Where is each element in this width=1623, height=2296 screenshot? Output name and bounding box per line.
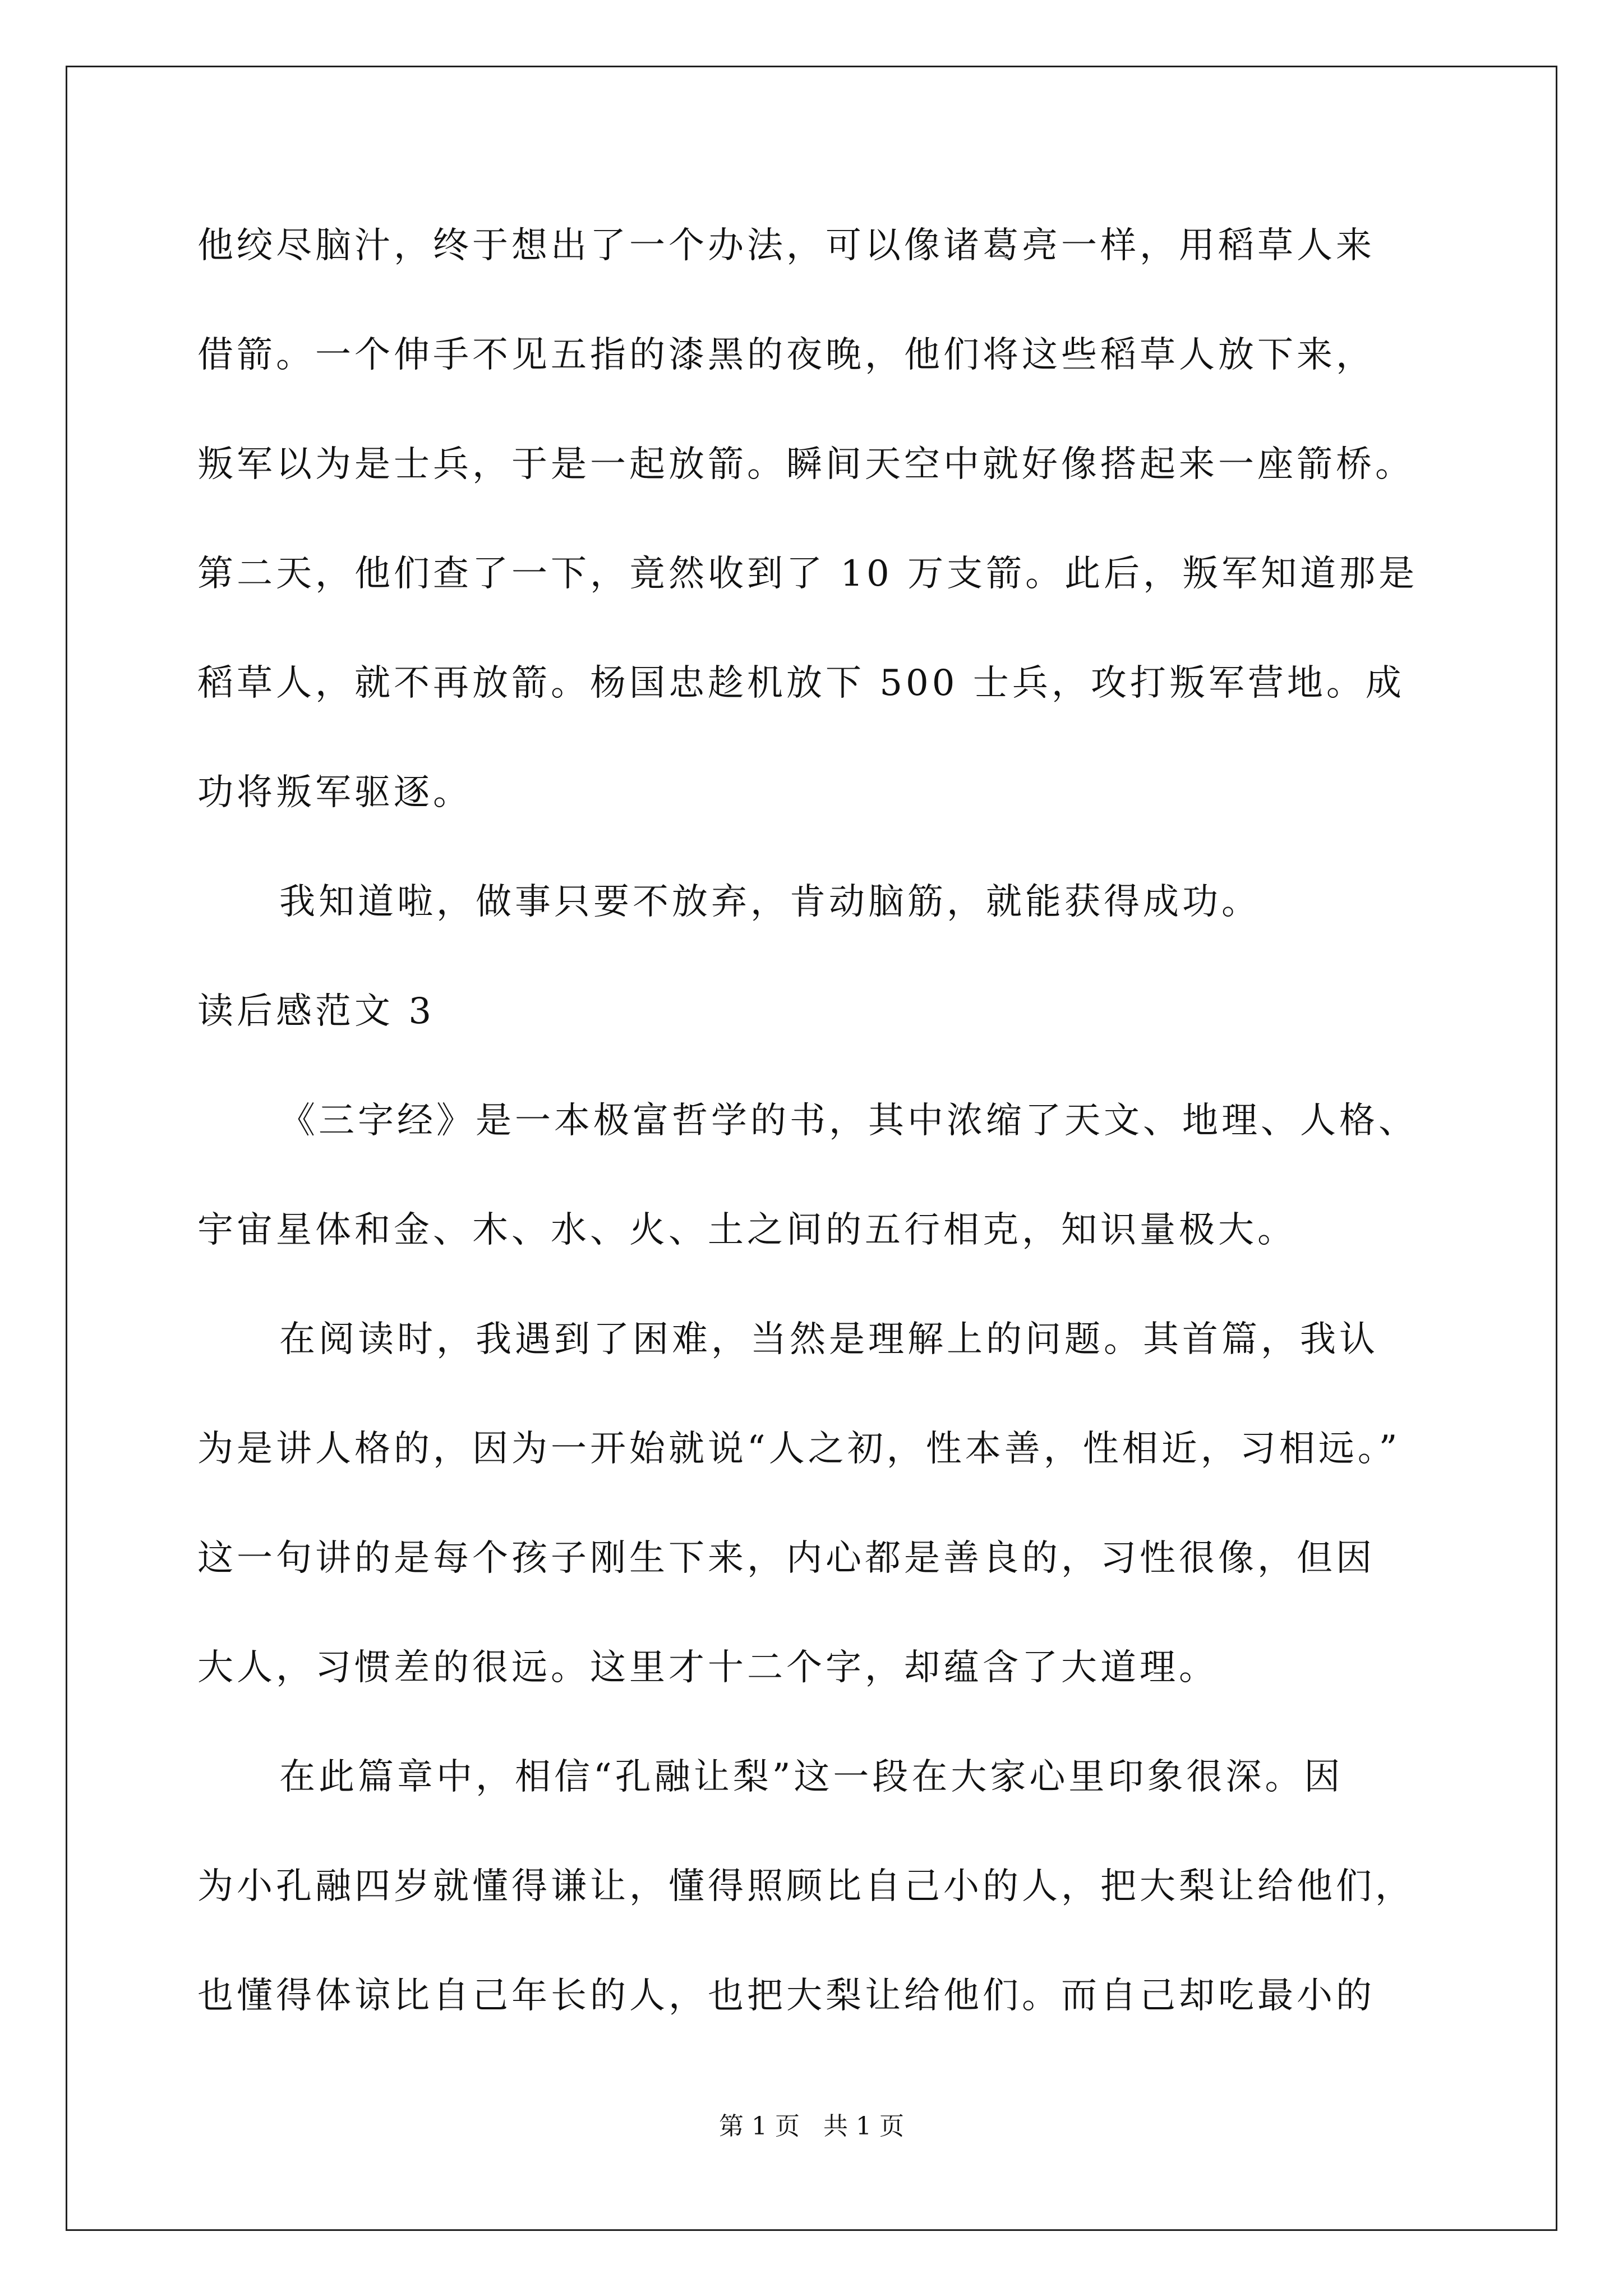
text-line: 也懂得体谅比自己年长的人，也把大梨让给他们。而自己却吃最小的 [197,1975,1375,2017]
text-line: 大人，习惯差的很远。这里才十二个字，却蕴含了大道理。 [197,1647,1218,1688]
paragraph-first-line: 我知道啦，做事只要不放弃，肯动脑筋，就能获得成功。 [279,881,1261,923]
document-body [197,218,1454,2077]
text-line: 这一句讲的是每个孩子刚生下来，内心都是善良的，习性很像，但因 [197,1538,1375,1579]
text-line: 叛军以为是士兵，于是一起放箭。瞬间天空中就好像搭起来一座箭桥。 [197,444,1414,485]
paragraph-first-line: 《三字经》是一本极富哲学的书，其中浓缩了天文、地理、人格、 [279,1100,1418,1142]
paragraph-first-line: 在此篇章中，相信“孔融让梨”这一段在大家心里印象很深。因 [279,1756,1344,1798]
text-line: 借箭。一个伸手不见五指的漆黑的夜晚，他们将这些稻草人放下来， [197,334,1375,376]
paragraph-first-line: 在阅读时，我遇到了困难，当然是理解上的问题。其首篇，我认 [279,1319,1378,1360]
text-line: 他绞尽脑汁，终于想出了一个办法，可以像诸葛亮一样，用稻草人来 [197,225,1375,266]
text-line: 功将叛军驱逐。 [197,772,472,813]
page-footer: 第 1 页 共 1 页 [719,2112,904,2141]
text-line: 稻草人，就不再放箭。杨国忠趁机放下 500 士兵，攻打叛军营地。成 [197,662,1405,704]
text-line: 第二天，他们查了一下，竟然收到了 10 万支箭。此后，叛军知道那是 [197,553,1418,595]
text-line: 为是讲人格的，因为一开始就说“人之初，性本善，性相近，习相远。” [197,1428,1401,1470]
section-heading: 读后感范文 3 [197,991,435,1032]
text-line: 宇宙星体和金、木、水、火、土之间的五行相克，知识量极大。 [197,1209,1297,1251]
text-line: 为小孔融四岁就懂得谦让，懂得照顾比自己小的人，把大梨让给他们， [197,1866,1414,1907]
